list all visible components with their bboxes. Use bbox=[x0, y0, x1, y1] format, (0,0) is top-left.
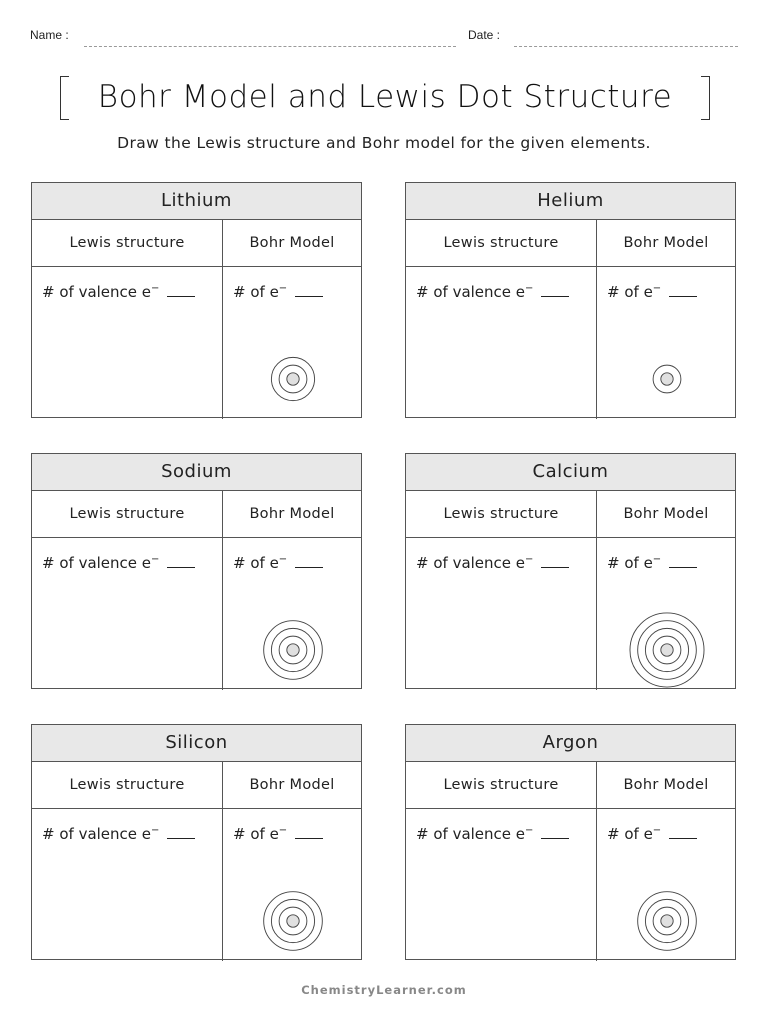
element-name: Lithium bbox=[32, 183, 361, 220]
electron-count-prompt: # of e− bbox=[233, 824, 323, 843]
element-card-argon bbox=[405, 724, 736, 960]
element-name: Argon bbox=[406, 725, 735, 762]
valence-electron-prompt: # of valence e− bbox=[416, 553, 569, 572]
valence-answer-blank[interactable] bbox=[167, 553, 195, 568]
bohr-column-header: Bohr Model bbox=[249, 235, 335, 251]
lewis-drawing-area[interactable] bbox=[32, 809, 223, 961]
bohr-model-icon bbox=[597, 325, 737, 433]
instructions: Draw the Lewis structure and Bohr model for the given elements. bbox=[117, 134, 651, 152]
lewis-column-header: Lewis structure bbox=[406, 762, 597, 808]
bohr-drawing-area[interactable] bbox=[223, 267, 361, 419]
valence-electron-prompt: # of valence e− bbox=[42, 282, 195, 301]
valence-answer-blank[interactable] bbox=[167, 282, 195, 297]
element-card-helium bbox=[405, 182, 736, 418]
electron-answer-blank[interactable] bbox=[669, 553, 697, 568]
lewis-column-header: Lewis structure bbox=[32, 220, 223, 266]
valence-answer-blank[interactable] bbox=[541, 824, 569, 839]
bohr-drawing-area[interactable] bbox=[597, 809, 735, 961]
footer-brand: ChemistryLearner.com bbox=[301, 983, 467, 997]
lewis-drawing-area[interactable] bbox=[406, 538, 597, 690]
element-name: Helium bbox=[406, 183, 735, 220]
left-bracket bbox=[60, 76, 69, 120]
valence-electron-prompt: # of valence e− bbox=[42, 824, 195, 843]
bohr-drawing-area[interactable] bbox=[597, 267, 735, 419]
lewis-column-header: Lewis structure bbox=[406, 220, 597, 266]
lewis-column-header: Lewis structure bbox=[32, 762, 223, 808]
valence-answer-blank[interactable] bbox=[167, 824, 195, 839]
page-title: Bohr Model and Lewis Dot Structure bbox=[60, 72, 710, 122]
bohr-column-header: Bohr Model bbox=[623, 777, 709, 793]
electron-answer-blank[interactable] bbox=[295, 282, 323, 297]
bohr-model-icon bbox=[223, 596, 363, 704]
bohr-column-header: Bohr Model bbox=[623, 235, 709, 251]
electron-answer-blank[interactable] bbox=[295, 824, 323, 839]
element-name: Sodium bbox=[32, 454, 361, 491]
bohr-drawing-area[interactable] bbox=[223, 538, 361, 690]
lewis-column-header: Lewis structure bbox=[406, 491, 597, 537]
right-bracket bbox=[701, 76, 710, 120]
electron-count-prompt: # of e− bbox=[233, 553, 323, 572]
element-card-lithium bbox=[31, 182, 362, 418]
bohr-model-icon bbox=[597, 596, 737, 704]
date-field[interactable] bbox=[514, 46, 738, 47]
bohr-model-icon bbox=[223, 867, 363, 975]
bohr-column-header: Bohr Model bbox=[249, 777, 335, 793]
bohr-drawing-area[interactable] bbox=[223, 809, 361, 961]
bohr-model-icon bbox=[223, 325, 363, 433]
electron-count-prompt: # of e− bbox=[607, 282, 697, 301]
lewis-drawing-area[interactable] bbox=[32, 267, 223, 419]
element-name: Calcium bbox=[406, 454, 735, 491]
valence-electron-prompt: # of valence e− bbox=[42, 553, 195, 572]
lewis-drawing-area[interactable] bbox=[32, 538, 223, 690]
element-card-calcium bbox=[405, 453, 736, 689]
electron-count-prompt: # of e− bbox=[607, 824, 697, 843]
name-field[interactable] bbox=[84, 46, 456, 47]
bohr-column-header: Bohr Model bbox=[249, 506, 335, 522]
name-label: Name : bbox=[30, 28, 69, 42]
electron-answer-blank[interactable] bbox=[295, 553, 323, 568]
electron-answer-blank[interactable] bbox=[669, 824, 697, 839]
valence-answer-blank[interactable] bbox=[541, 553, 569, 568]
valence-answer-blank[interactable] bbox=[541, 282, 569, 297]
bohr-column-header: Bohr Model bbox=[623, 506, 709, 522]
electron-count-prompt: # of e− bbox=[233, 282, 323, 301]
element-card-sodium bbox=[31, 453, 362, 689]
valence-electron-prompt: # of valence e− bbox=[416, 824, 569, 843]
bohr-model-icon bbox=[597, 867, 737, 975]
electron-count-prompt: # of e− bbox=[607, 553, 697, 572]
lewis-drawing-area[interactable] bbox=[406, 809, 597, 961]
lewis-drawing-area[interactable] bbox=[406, 267, 597, 419]
valence-electron-prompt: # of valence e− bbox=[416, 282, 569, 301]
electron-answer-blank[interactable] bbox=[669, 282, 697, 297]
bohr-drawing-area[interactable] bbox=[597, 538, 735, 690]
element-card-silicon bbox=[31, 724, 362, 960]
element-name: Silicon bbox=[32, 725, 361, 762]
lewis-column-header: Lewis structure bbox=[32, 491, 223, 537]
date-label: Date : bbox=[468, 28, 501, 42]
